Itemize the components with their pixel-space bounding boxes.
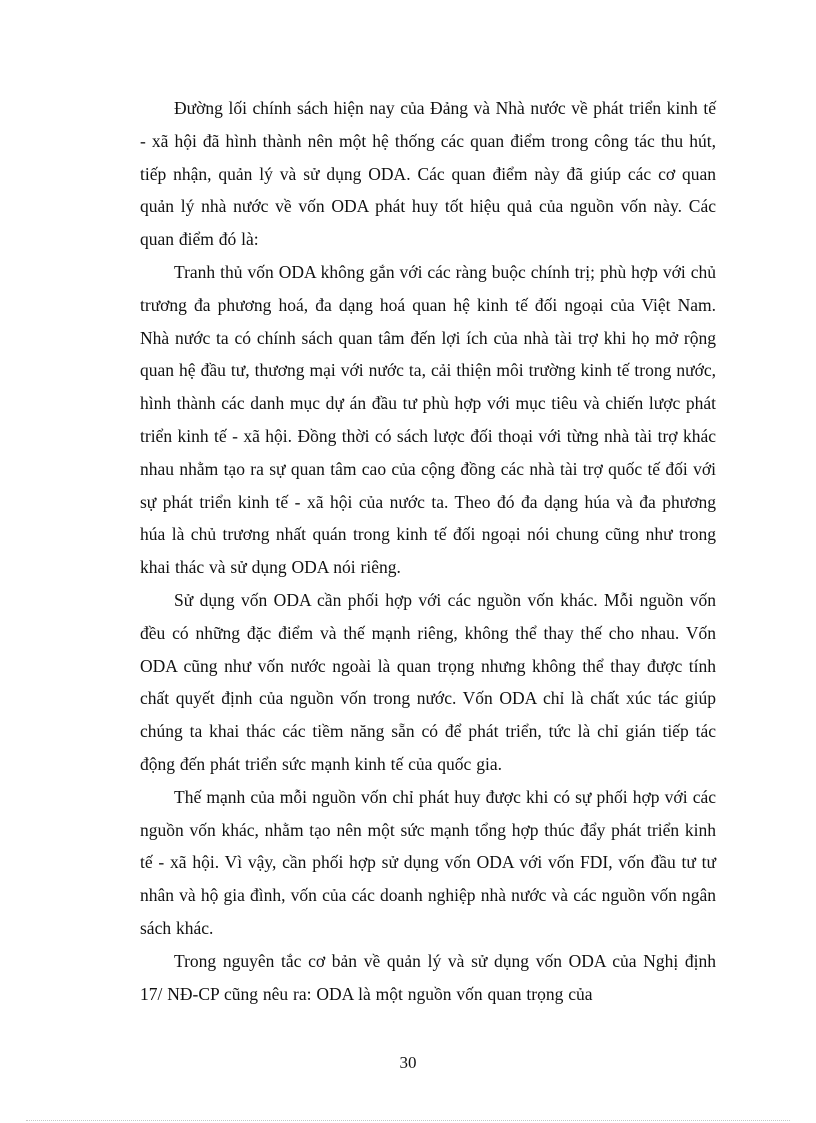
paragraph-4: Thế mạnh của mỗi nguồn vốn chỉ phát huy được khi có sự phối hợp với các nguồn vốn khác, nhằm tạo nên một sức mạnh tổng hợp thúc đẩy phát triển kinh tế - xã hội. Vì vậy, cần phối hợp sử dụng vốn ODA với vốn FDI, vốn đầu tư tư nhân và hộ gia đình, vốn của các doanh nghiệp nhà nước và các nguồn vốn ngân sách khác.	[140, 786, 716, 938]
paragraph-3: Sử dụng vốn ODA cần phối hợp với các nguồn vốn khác. Mỗi nguồn vốn đều có những đặc điểm và thế mạnh riêng, không thể thay thế cho nhau. Vốn ODA cũng như vốn nước ngoài là quan trọng nhưng không thể thay được tính chất quyết định của nguồn vốn trong nước. Vốn ODA chỉ là chất xúc tác giúp chúng ta khai thác các tiềm năng sẵn có để phát triển, tức là chỉ gián tiếp tác động đến phát triển sức mạnh kinh tế của quốc gia.	[140, 589, 716, 774]
paragraph-1: Đường lối chính sách hiện nay của Đảng và Nhà nước về phát triển kinh tế - xã hội đã hình thành nên một hệ thống các quan điểm trong công tác thu hút, tiếp nhận, quản lý và sử dụng ODA. Các quan điểm này đã giúp các cơ quan quản lý nhà nước về vốn ODA phát huy tốt hiệu quả của nguồn vốn này. Các quan điểm đó là:	[140, 98, 716, 250]
paragraph-5: Trong nguyên tắc cơ bản về quản lý và sử dụng vốn ODA của Nghị định 17/ NĐ-CP cũng nêu ra: ODA là một nguồn vốn quan trọng của	[140, 950, 716, 1004]
paragraph-2: Tranh thủ vốn ODA không gắn với các ràng buộc chính trị; phù hợp với chủ trương đa phương hoá, đa dạng hoá quan hệ kinh tế đối ngoại của Việt Nam. Nhà nước ta có chính sách quan tâm đến lợi ích của nhà tài trợ khi họ mở rộng quan hệ đầu tư, thương mại với nước ta, cải thiện môi trường kinh tế trong nước, hình thành các danh mục dự án đầu tư phù hợp với mục tiêu và chiến lược phát triển kinh tế - xã hội. Đồng thời có sách lược đối thoại với từng nhà tài trợ khác nhau nhằm tạo ra sự quan tâm cao của cộng đồng các nhà tài trợ quốc tế đối với sự phát triển kinh tế - xã hội của nước ta. Theo đó đa dạng húa và đa phương húa là chủ trương nhất quán trong kinh tế đối ngoại nói chung cũng như trong khai thác và sử dụng ODA nói riêng.	[140, 261, 716, 578]
document-body	[140, 92, 716, 1010]
page-bottom-divider	[26, 1120, 790, 1121]
page-number: 30	[399, 1053, 417, 1072]
